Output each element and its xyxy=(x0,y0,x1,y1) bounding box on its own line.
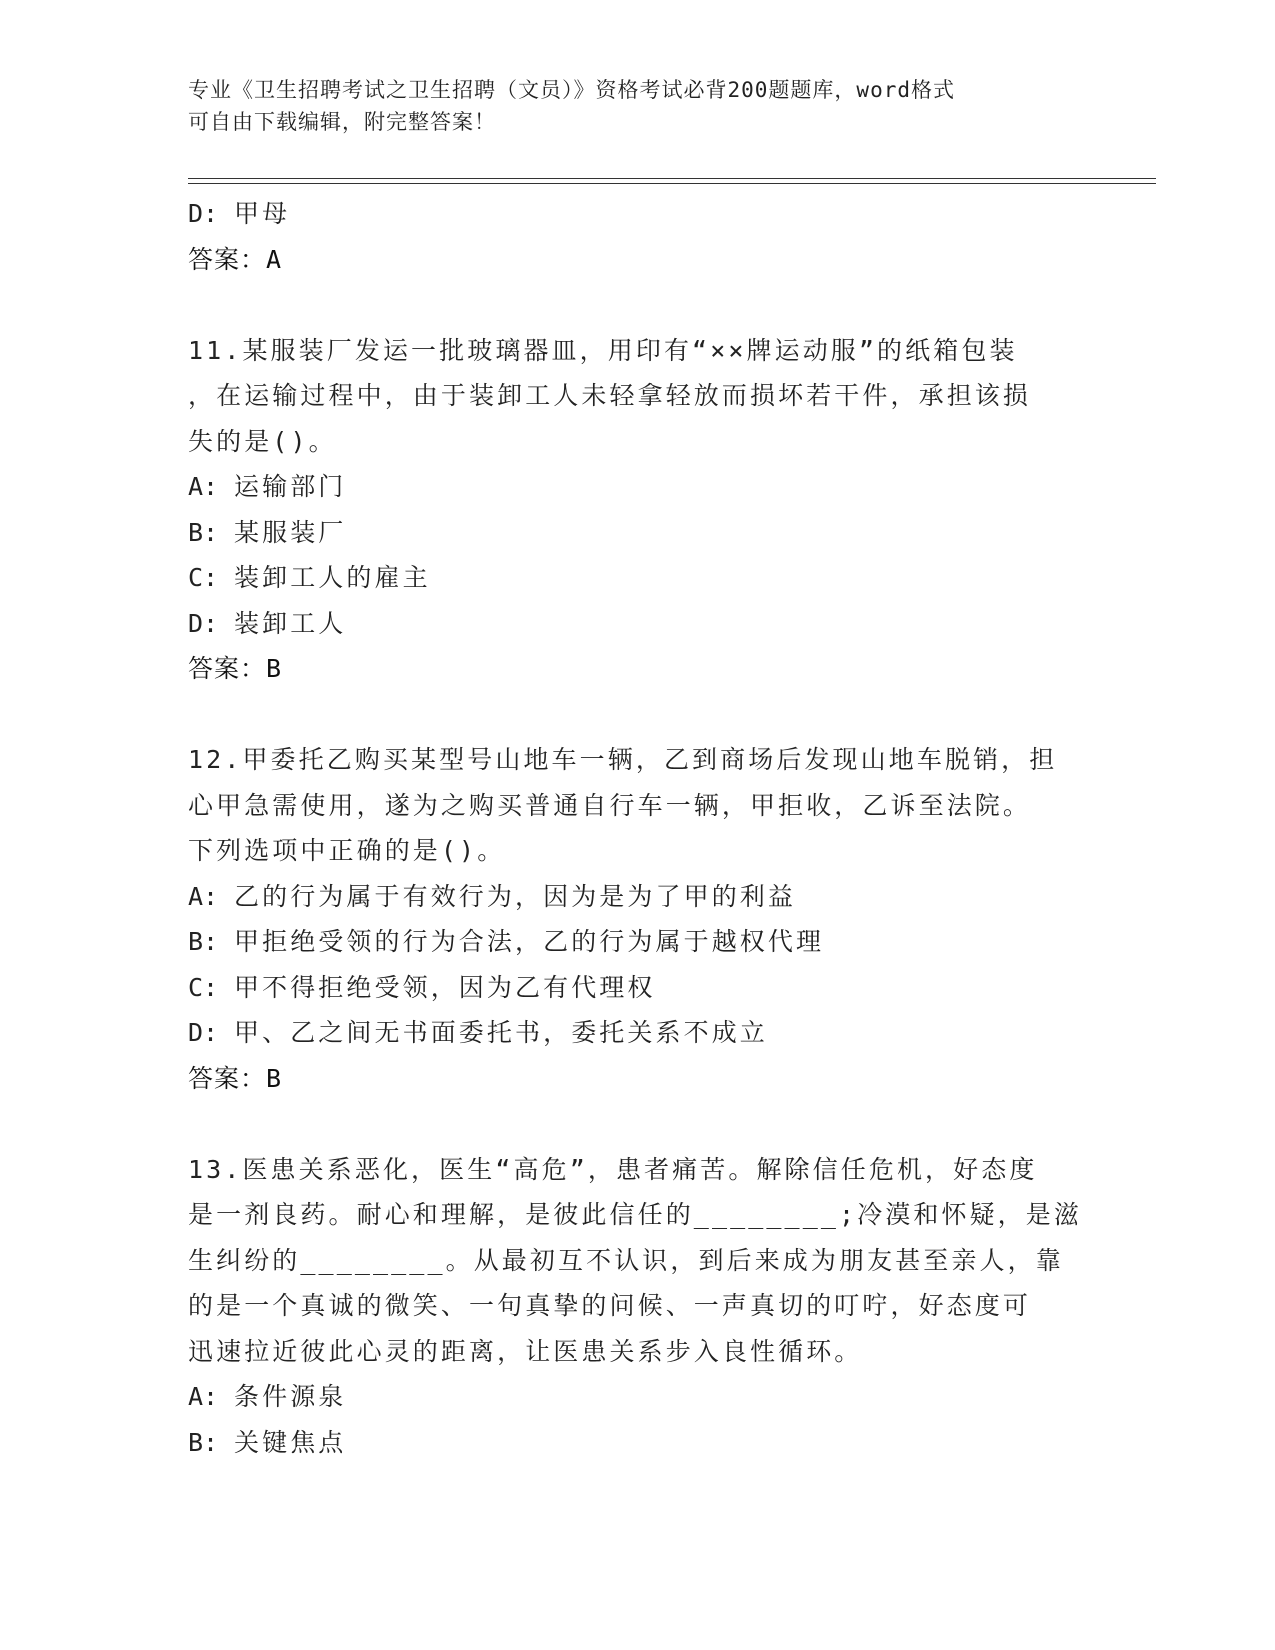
option-key: B: xyxy=(188,1427,219,1457)
prev-question-option-d xyxy=(188,191,1088,237)
question-text-line: 心甲急需使用，遂为之购买普通自行车一辆，甲拒收，乙诉至法院。 xyxy=(188,790,1032,820)
option-key: C: xyxy=(188,972,219,1002)
option-a xyxy=(188,1374,1088,1420)
document-body xyxy=(188,191,1088,1465)
option-text: 关键焦点 xyxy=(234,1427,347,1457)
option-key: A: xyxy=(188,881,219,911)
question-text-line: ，在运输过程中，由于装卸工人未轻拿轻放而损坏若干件，承担该损 xyxy=(188,381,1032,410)
question-text-line: 的是一个真诚的微笑、一句真挚的问候、一声真切的叮咛，好态度可 xyxy=(188,1291,1032,1320)
option-text: 装卸工人的雇主 xyxy=(234,563,431,592)
header-rule-top xyxy=(188,178,1156,179)
option-b xyxy=(188,510,1088,556)
option-key: C: xyxy=(188,563,219,592)
question-text-line: 迅速拉近彼此心灵的距离，让医患关系步入良性循环。 xyxy=(188,1336,863,1366)
option-key: D: xyxy=(188,1018,219,1047)
option-text: 甲、乙之间无书面委托书，委托关系不成立 xyxy=(234,1018,768,1047)
option-a xyxy=(188,464,1088,510)
prev-question-answer: 答案：A xyxy=(188,244,283,274)
spacer xyxy=(188,1101,1088,1147)
header-rule-bottom xyxy=(188,183,1156,184)
question-text-line: 13.医患关系恶化，医生“高危”，患者痛苦。解除信任危机，好态度 xyxy=(188,1154,1038,1184)
option-text: 甲母 xyxy=(234,199,291,228)
question-text-line: 下列选项中正确的是()。 xyxy=(188,836,506,865)
option-c xyxy=(188,555,1088,601)
answer: 答案：B xyxy=(188,1063,283,1093)
header-line-1: 专业《卫生招聘考试之卫生招聘（文员）》资格考试必背200题题库，word格式 xyxy=(188,78,955,102)
option-key: A: xyxy=(188,472,219,501)
option-key: D: xyxy=(188,199,219,228)
question-13 xyxy=(188,1147,1088,1466)
option-text: 乙的行为属于有效行为，因为是为了甲的利益 xyxy=(234,881,797,911)
option-d xyxy=(188,601,1088,647)
answer: 答案：B xyxy=(188,654,283,683)
option-text: 某服装厂 xyxy=(234,517,347,547)
document-header xyxy=(188,74,1088,138)
spacer xyxy=(188,692,1088,738)
option-b xyxy=(188,1420,1088,1466)
option-key: B: xyxy=(188,927,219,956)
question-11 xyxy=(188,328,1088,692)
spacer xyxy=(188,282,1088,328)
header-line-2: 可自由下载编辑，附完整答案！ xyxy=(188,110,496,134)
question-text-line: 是一剂良药。耐心和理解，是彼此信任的________;冷漠和怀疑，是滋 xyxy=(188,1200,1082,1229)
option-d xyxy=(188,1010,1088,1056)
option-key: D: xyxy=(188,608,219,638)
option-a xyxy=(188,874,1088,920)
question-text-line: 生纠纷的________。从最初互不认识，到后来成为朋友甚至亲人，靠 xyxy=(188,1245,1064,1275)
option-text: 运输部门 xyxy=(234,472,347,501)
question-text-line: 12.甲委托乙购买某型号山地车一辆，乙到商场后发现山地车脱销，担 xyxy=(188,745,1058,774)
option-c xyxy=(188,965,1088,1011)
option-b xyxy=(188,919,1088,965)
question-text-line: 11.某服装厂发运一批玻璃器皿，用印有“××牌运动服”的纸箱包装 xyxy=(188,335,1018,365)
question-text-line: 失的是()。 xyxy=(188,426,337,456)
option-text: 装卸工人 xyxy=(234,608,347,638)
option-key: A: xyxy=(188,1382,219,1411)
option-text: 甲拒绝受领的行为合法，乙的行为属于越权代理 xyxy=(234,927,825,956)
option-text: 甲不得拒绝受领，因为乙有代理权 xyxy=(234,972,656,1002)
option-text: 条件源泉 xyxy=(234,1382,347,1411)
option-key: B: xyxy=(188,517,219,547)
question-12 xyxy=(188,737,1088,1101)
